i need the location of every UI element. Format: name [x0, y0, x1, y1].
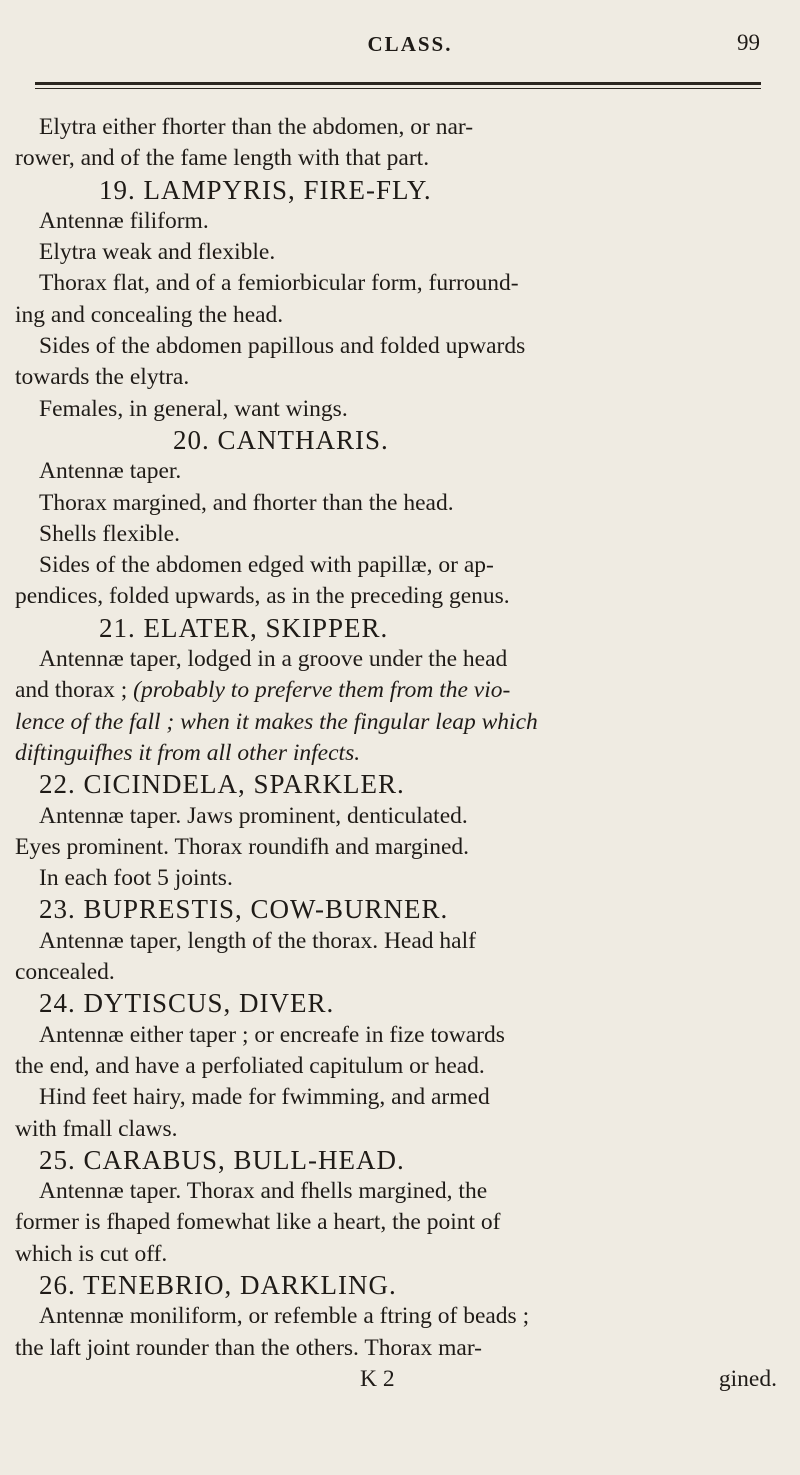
text-span: and thorax ;: [15, 677, 128, 704]
genus-heading: 24. DYTISCUS, DIVER.: [39, 988, 335, 1019]
text-line: Sides of the abdomen papillous and folded upwards: [39, 333, 526, 360]
text-line: Thorax flat, and of a femiorbicular form, furround-: [39, 270, 519, 297]
italic-note: diftinguifhes it from all other infects.: [15, 739, 361, 766]
genus-heading: 19. LAMPYRIS, FIRE-FLY.: [99, 174, 432, 205]
text-line: In each foot 5 joints.: [39, 865, 233, 892]
text-line: Sides of the abdomen edged with papillæ, or ap-: [39, 552, 494, 579]
text-line: Shells flexible.: [39, 520, 180, 547]
genus-heading: 25. CARABUS, BULL-HEAD.: [39, 1144, 405, 1175]
text-line: Antennæ taper, lodged in a groove under the head: [39, 646, 508, 673]
header-rule-thin: [35, 88, 761, 89]
text-line: Elytra weak and flexible.: [39, 239, 276, 266]
text-line: Antennæ taper. Jaws prominent, denticulated.: [39, 802, 468, 829]
body-text: [15, 112, 777, 1395]
genus-heading: 26. TENEBRIO, DARKLING.: [39, 1269, 397, 1300]
text-line: Elytra either fhorter than the abdomen, or nar-: [39, 114, 474, 140]
text-line: Hind feet hairy, made for fwimming, and armed: [39, 1084, 490, 1111]
text-line: Antennæ taper, length of the thorax. Head half: [39, 927, 476, 954]
text-line: Antennæ filiform.: [39, 207, 209, 234]
catchword: gined.: [718, 1365, 777, 1392]
page-header: [60, 28, 760, 58]
page-number: 99: [737, 30, 760, 55]
text-line: Eyes prominent. Thorax roundifh and margined.: [15, 833, 470, 860]
text-line: with fmall claws.: [15, 1115, 178, 1142]
text-line: Females, in general, want wings.: [39, 395, 348, 422]
italic-note: lence of the fall ; when it makes the fingular leap which: [15, 708, 538, 735]
text-line: [15, 675, 777, 706]
text-line: the laft joint rounder than the others. Thorax mar-: [15, 1334, 482, 1361]
header-rule: [35, 82, 761, 85]
text-line: rower, and of the fame length with that part.: [15, 145, 430, 172]
text-line: concealed.: [15, 959, 115, 986]
text-line: which is cut off.: [15, 1240, 168, 1267]
genus-heading: 20. CANTHARIS.: [173, 424, 389, 455]
text-line: Thorax margined, and fhorter than the head.: [39, 489, 454, 516]
genus-heading: 22. CICINDELA, SPARKLER.: [39, 769, 405, 800]
genus-heading: 23. BUPRESTIS, COW-BURNER.: [39, 894, 449, 925]
genus-heading: 21. ELATER, SKIPPER.: [99, 612, 389, 643]
italic-note: (probably to preferve them from the vio-: [133, 677, 511, 704]
text-line: pendices, folded upwards, as in the preceding genus.: [15, 583, 510, 610]
text-line: ing and concealing the head.: [15, 301, 284, 328]
text-line: Antennæ moniliform, or refemble a ftring of beads ;: [39, 1303, 530, 1330]
running-head: CLASS.: [367, 32, 453, 56]
text-line: towards the elytra.: [15, 364, 190, 391]
text-line: Antennæ taper.: [39, 458, 182, 485]
text-line: the end, and have a perfoliated capitulum or head.: [15, 1052, 485, 1079]
text-line: Antennæ either taper ; or encreafe in fize towards: [39, 1021, 505, 1048]
signature-mark: K 2: [360, 1365, 395, 1392]
text-line: former is fhaped fomewhat like a heart, the point of: [15, 1209, 501, 1236]
text-line: Antennæ taper. Thorax and fhells margined, the: [39, 1178, 488, 1205]
page-footer: [15, 1364, 777, 1395]
